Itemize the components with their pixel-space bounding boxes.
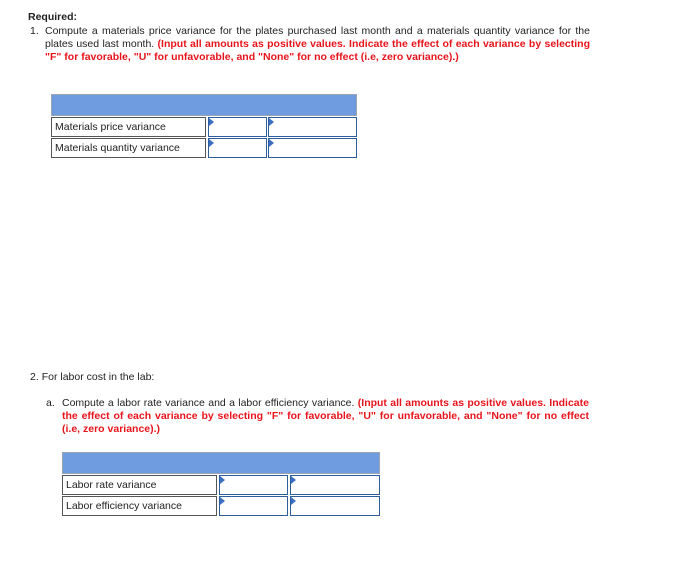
dropdown-marker-icon bbox=[291, 476, 296, 484]
row-label: Materials quantity variance bbox=[52, 139, 206, 158]
dropdown-marker-icon bbox=[291, 497, 296, 505]
dropdown-marker-icon bbox=[209, 139, 214, 147]
table-row bbox=[63, 476, 380, 495]
question-2a-instruction: (Input all amounts as positive values. Indicate the effect of each variance by selecting "F" for favorable, "U" for unfavorable, and "None" for no effect (i.e, zero variance).) bbox=[62, 397, 589, 435]
dropdown-marker-icon bbox=[209, 118, 214, 126]
row-label: Labor rate variance bbox=[63, 476, 217, 495]
effect-select[interactable] bbox=[291, 497, 379, 515]
question-1-text: Compute a materials price variance for the plates purchased last month and a materials quantity variance for the plates used last month. bbox=[45, 25, 590, 50]
question-2a-letter: a. bbox=[46, 397, 55, 409]
amount-input-cell[interactable] bbox=[208, 118, 266, 137]
dropdown-marker-icon bbox=[269, 118, 274, 126]
effect-select-cell[interactable] bbox=[291, 476, 380, 495]
amount-input[interactable] bbox=[209, 139, 266, 157]
materials-variance-table bbox=[51, 94, 357, 158]
table-header bbox=[52, 95, 357, 116]
required-heading: Required: bbox=[28, 11, 78, 23]
effect-select-cell[interactable] bbox=[291, 497, 380, 516]
effect-select[interactable] bbox=[269, 139, 356, 157]
effect-select-cell[interactable] bbox=[269, 118, 357, 137]
table-row bbox=[52, 118, 357, 137]
amount-input-cell[interactable] bbox=[219, 497, 288, 516]
dropdown-marker-icon bbox=[269, 139, 274, 147]
effect-select[interactable] bbox=[291, 476, 379, 494]
row-label: Labor efficiency variance bbox=[63, 497, 217, 516]
dropdown-marker-icon bbox=[220, 476, 225, 484]
amount-input[interactable] bbox=[220, 497, 288, 515]
amount-input-cell[interactable] bbox=[219, 476, 288, 495]
effect-select-cell[interactable] bbox=[269, 139, 357, 158]
table-row bbox=[63, 497, 380, 516]
amount-input-cell[interactable] bbox=[208, 139, 266, 158]
question-2-number: 2. bbox=[30, 371, 39, 383]
question-2a bbox=[46, 397, 589, 436]
amount-input[interactable] bbox=[209, 118, 266, 136]
question-1-instruction: (Input all amounts as positive values. Indicate the effect of each variance by selecting "F" for favorable, "U" for unfavorable, and "None" for no effect (i.e, zero variance).) bbox=[45, 38, 590, 63]
labor-variance-table bbox=[62, 452, 380, 516]
question-2a-text: Compute a labor rate variance and a labor efficiency variance. bbox=[62, 397, 355, 409]
question-2 bbox=[30, 371, 154, 383]
table-row bbox=[52, 139, 357, 158]
question-1 bbox=[30, 25, 590, 64]
table-header bbox=[63, 453, 380, 474]
question-2-text: For labor cost in the lab: bbox=[41, 371, 155, 383]
dropdown-marker-icon bbox=[220, 497, 225, 505]
amount-input[interactable] bbox=[220, 476, 288, 494]
row-label: Materials price variance bbox=[52, 118, 206, 137]
question-1-number: 1. bbox=[30, 25, 39, 37]
effect-select[interactable] bbox=[269, 118, 356, 136]
